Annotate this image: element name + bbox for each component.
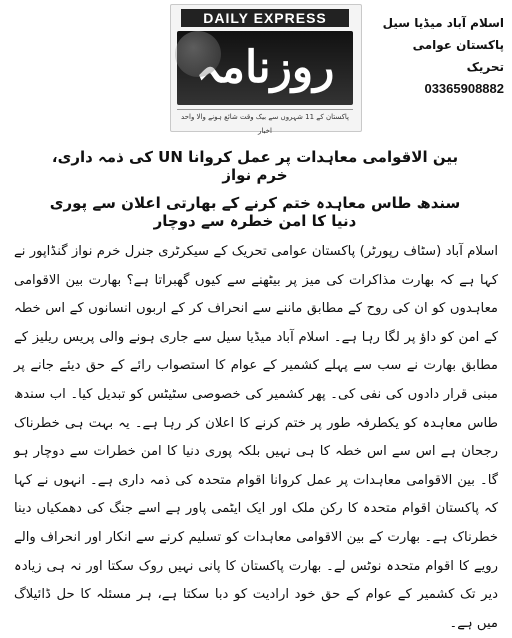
newspaper-logo — [170, 4, 362, 135]
contact-organization: پاکستان عوامی تحریک — [412, 38, 504, 74]
article-body: اسلام آباد (سٹاف رپورٹر) پاکستان عوامی تحریک کے سیکرٹری جنرل خرم نواز گنڈاپور نے کہا ہے کہ بھارت مذاکرات کی میز پر بیٹھنے سے کیوں گھبراتا ہے؟ بھارت بین الاقوامی معاہدوں کو ان کی روح کے مطابق ماننے سے انحراف کر کے اربوں انسانوں کے اس خطہ کے امن کو داؤ پر لگا رہا ہے۔ اسلام آباد میڈیا سیل سے جاری ہونے والی پریس ریلیز کے مطابق بھارت نے سب سے پہلے کشمیر کے عوام کا استصواب رائے کے حق دیئے جانے پر مبنی قرار دادوں کی نفی کی۔ پھر کشمیر کی خصوصی سٹیٹس کو تبدیل کیا۔ اب سندھ طاس معاہدہ کو یکطرفہ طور پر ختم کرنے کا اعلان کر رہا ہے۔ یہ بہت ہی خطرناک رجحان ہے اس سے اس خطہ کا ہی نہیں بلکہ پوری دنیا کا امن خطرات سے دوچار ہو گا۔ بین الاقوامی معاہدات پر عمل کروانا اقوام متحدہ کی ذمہ داری ہے۔ انہوں نے کہا کہ پاکستان اقوام متحدہ کا رکن ملک اور ایک ایٹمی پاور ہے اسے جنگ کی دھمکیاں دینا خطرناک ہے۔ بھارت کے بین الاقوامی معاہدات کو تسلیم کرنے سے انکار اور انحراف والے رویے کا اقوام متحدہ نوٹس لے۔ بھارت پاکستان کا پانی نہیں روک سکتا اور نہ ہی زیادہ دیر تک کشمیر کے عوام کے حق خود ارادیت کو دبا سکتا ہے، ہر مسئلہ کا حل ڈائیلاگ میں ہے۔ — [14, 244, 498, 631]
logo-tagline: پاکستان کے 11 شہروں سے بیک وقت شائع ہونے والا واحد اخبار — [177, 109, 353, 124]
logo-english-title: DAILY EXPRESS — [181, 9, 349, 27]
headline-secondary: سندھ طاس معاہدہ ختم کرنے کے بھارتی اعلان سے پوری دنیا کا امن خطرہ سے دوچار — [49, 194, 461, 230]
contact-block — [382, 12, 504, 100]
contact-phone: 03365908882 — [424, 81, 504, 96]
newspaper-masthead — [0, 0, 512, 140]
logo-urdu-title: روزنامہ — [177, 31, 353, 105]
globe-icon — [175, 31, 221, 77]
headline-primary: بین الاقوامی معاہدات پر عمل کروانا UN کی ذمہ داری، خرم نواز — [51, 148, 459, 184]
contact-media-cell: اسلام آباد میڈیا سیل — [382, 16, 504, 30]
